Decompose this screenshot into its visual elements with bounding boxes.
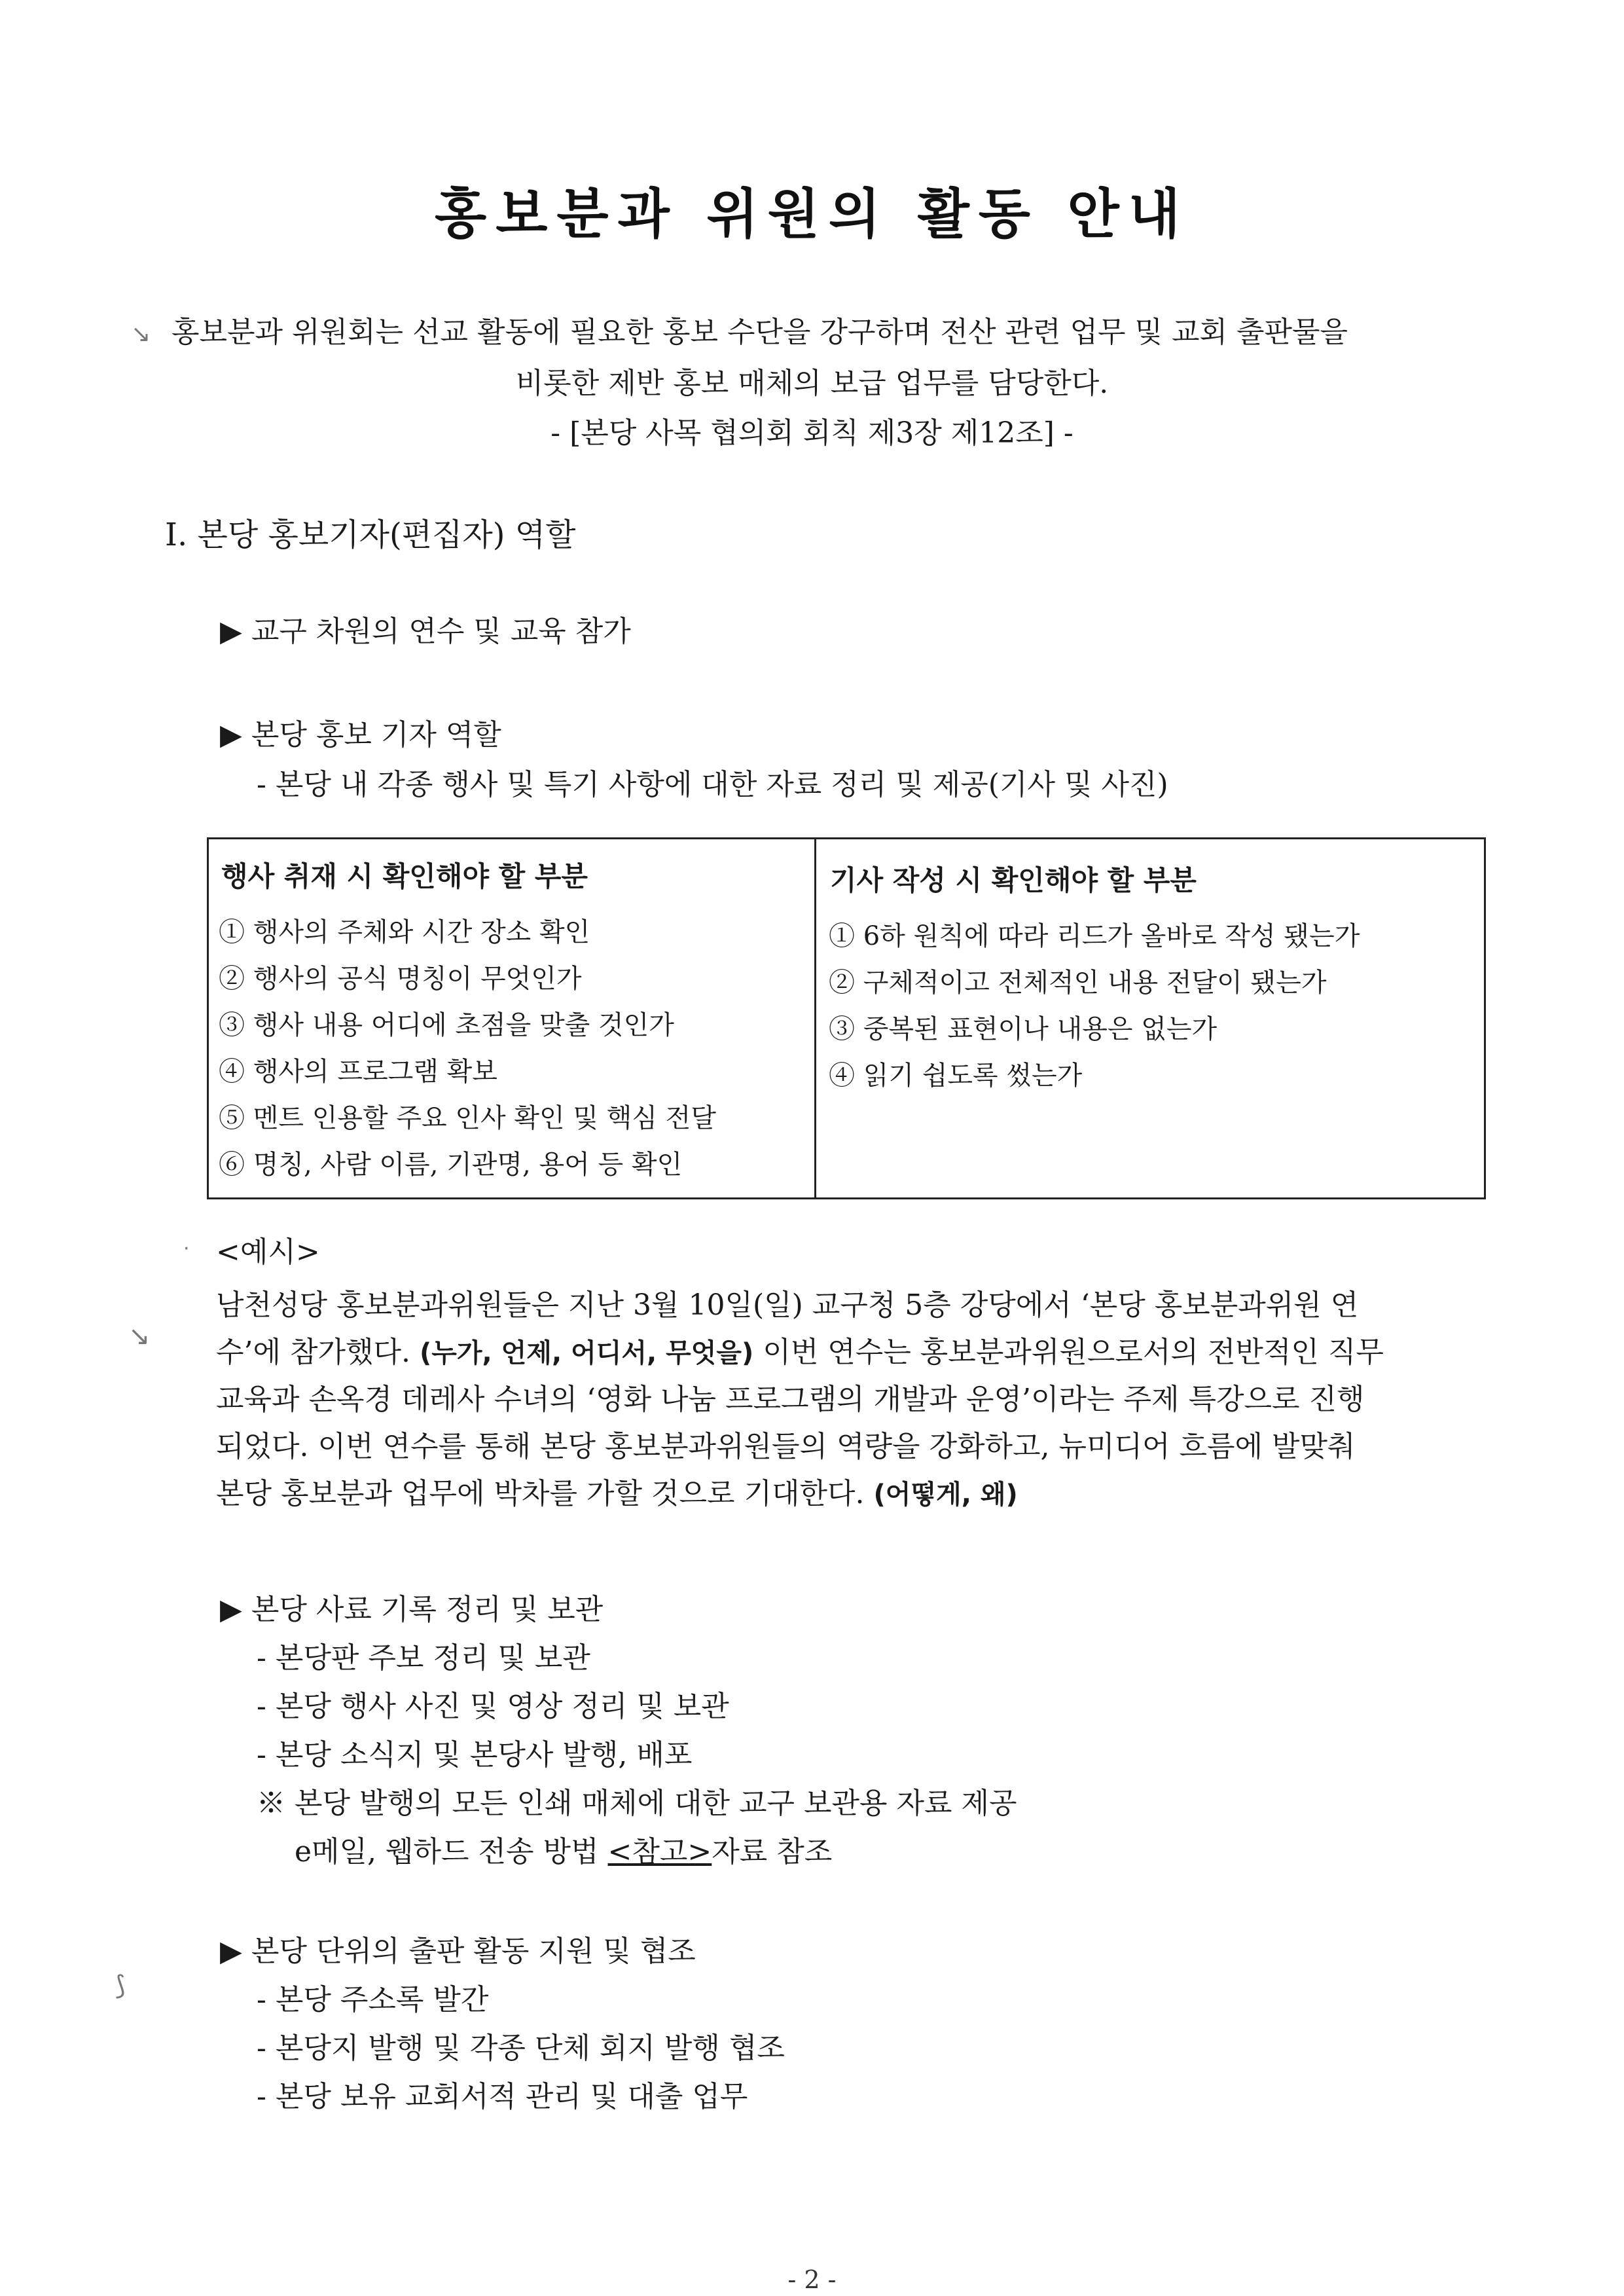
table-left-item: ② 행사의 공식 명칭이 무엇인가 [219,964,582,994]
bullet-item: ▶ 교구 차원의 연수 및 교육 참가 [220,615,631,648]
intro-line-2: 비롯한 제반 홍보 매체의 보급 업무를 담당한다. [515,367,1109,400]
bullet-item: ▶ 본당 단위의 출판 활동 지원 및 협조 [220,1935,696,1968]
bullet-sub-item: - 본당 보유 교회서적 관리 및 대출 업무 [257,2080,748,2113]
table-right-item: ① 6하 원칙에 따라 리드가 올바로 작성 됐는가 [829,921,1360,951]
table-divider [814,839,816,1198]
bullet-sub-item: - 본당판 주보 정리 및 보관 [257,1641,590,1675]
handwritten-mark: ⟆ [115,1971,126,2001]
table-left-item: ① 행사의 주체와 시간 장소 확인 [219,917,590,947]
page-number: - 2 - [787,2265,837,2294]
note-line: e메일, 웹하드 전송 방법 <참고>자료 참조 [295,1835,833,1868]
table-left-header: 행사 취재 시 확인해야 할 부분 [221,860,588,892]
example-line: 남천성당 홍보분과위원들은 지난 3월 10일(일) 교구청 5층 강당에서 ‘본당 홍보분과위원 연 [216,1288,1359,1322]
example-annotation: (누가, 언제, 어디서, 무엇을) [419,1338,754,1368]
section-heading: Ⅰ. 본당 홍보기자(편집자) 역할 [165,517,576,553]
table-right-header: 기사 작성 시 확인해야 할 부분 [830,864,1197,896]
table-left-item: ④ 행사의 프로그램 확보 [219,1057,497,1087]
handwritten-mark: ↘ [128,1321,151,1351]
example-label: <예시> [216,1235,320,1269]
note-line: ※ 본당 발행의 모든 인쇄 매체에 대한 교구 보관용 자료 제공 [257,1787,1017,1820]
bullet-sub-item: - 본당 주소록 발간 [257,1983,489,2016]
bullet-item: ▶ 본당 홍보 기자 역할 [220,718,501,752]
example-annotation: (어떻게, 왜) [873,1480,1018,1510]
table-right-item: ④ 읽기 쉽도록 썼는가 [829,1061,1083,1091]
intro-citation: - [본당 사목 협의회 회칙 제3장 제12조] - [550,416,1074,450]
table-left-item: ⑤ 멘트 인용할 주요 인사 확인 및 핵심 전달 [219,1103,716,1133]
bullet-item: ▶ 본당 사료 기록 정리 및 보관 [220,1593,604,1626]
table-left-item: ⑥ 명칭, 사람 이름, 기관명, 용어 등 확인 [219,1150,683,1180]
bullet-sub-item: - 본당 행사 사진 및 영상 정리 및 보관 [257,1690,729,1723]
table-left-item: ③ 행사 내용 어디에 초점을 맞출 것인가 [219,1010,674,1040]
example-line: 되었다. 이번 연수를 통해 본당 홍보분과위원들의 역량을 강화하고, 뉴미디어 흐름에 발맞춰 [216,1430,1356,1463]
bullet-sub-item: - 본당 소식지 및 본당사 발행, 배포 [257,1738,693,1772]
intro-line-1: 홍보분과 위원회는 선교 활동에 필요한 홍보 수단을 강구하며 전산 관련 업무 및 교회 출판물을 [171,316,1348,349]
page-title: 홍보분과 위원의 활동 안내 [435,183,1189,246]
example-line: 수’에 참가했다. (누가, 언제, 어디서, 무엇을) 이번 연수는 홍보분과위원으로서의 전반적인 직무 [216,1336,1384,1369]
handwritten-check-mark: ↘ [131,321,151,348]
table-right-item: ③ 중복된 표현이나 내용은 없는가 [829,1014,1218,1044]
example-line: 본당 홍보분과 업무에 박차를 가할 것으로 기대한다. (어떻게, 왜) [216,1477,1018,1510]
handwritten-mark: · [183,1237,190,1260]
bullet-sub-item: - 본당지 발행 및 각종 단체 회지 발행 협조 [257,2032,785,2065]
example-line: 교육과 손옥경 데레사 수녀의 ‘영화 나눔 프로그램의 개발과 운영’이라는 주제 특강으로 진행 [216,1383,1365,1416]
bullet-sub-item: - 본당 내 각종 행사 및 특기 사항에 대한 자료 정리 및 제공(기사 및 사진) [257,768,1168,801]
reference-link: <참고> [607,1835,712,1868]
table-right-item: ② 구체적이고 전체적인 내용 전달이 됐는가 [829,968,1327,998]
